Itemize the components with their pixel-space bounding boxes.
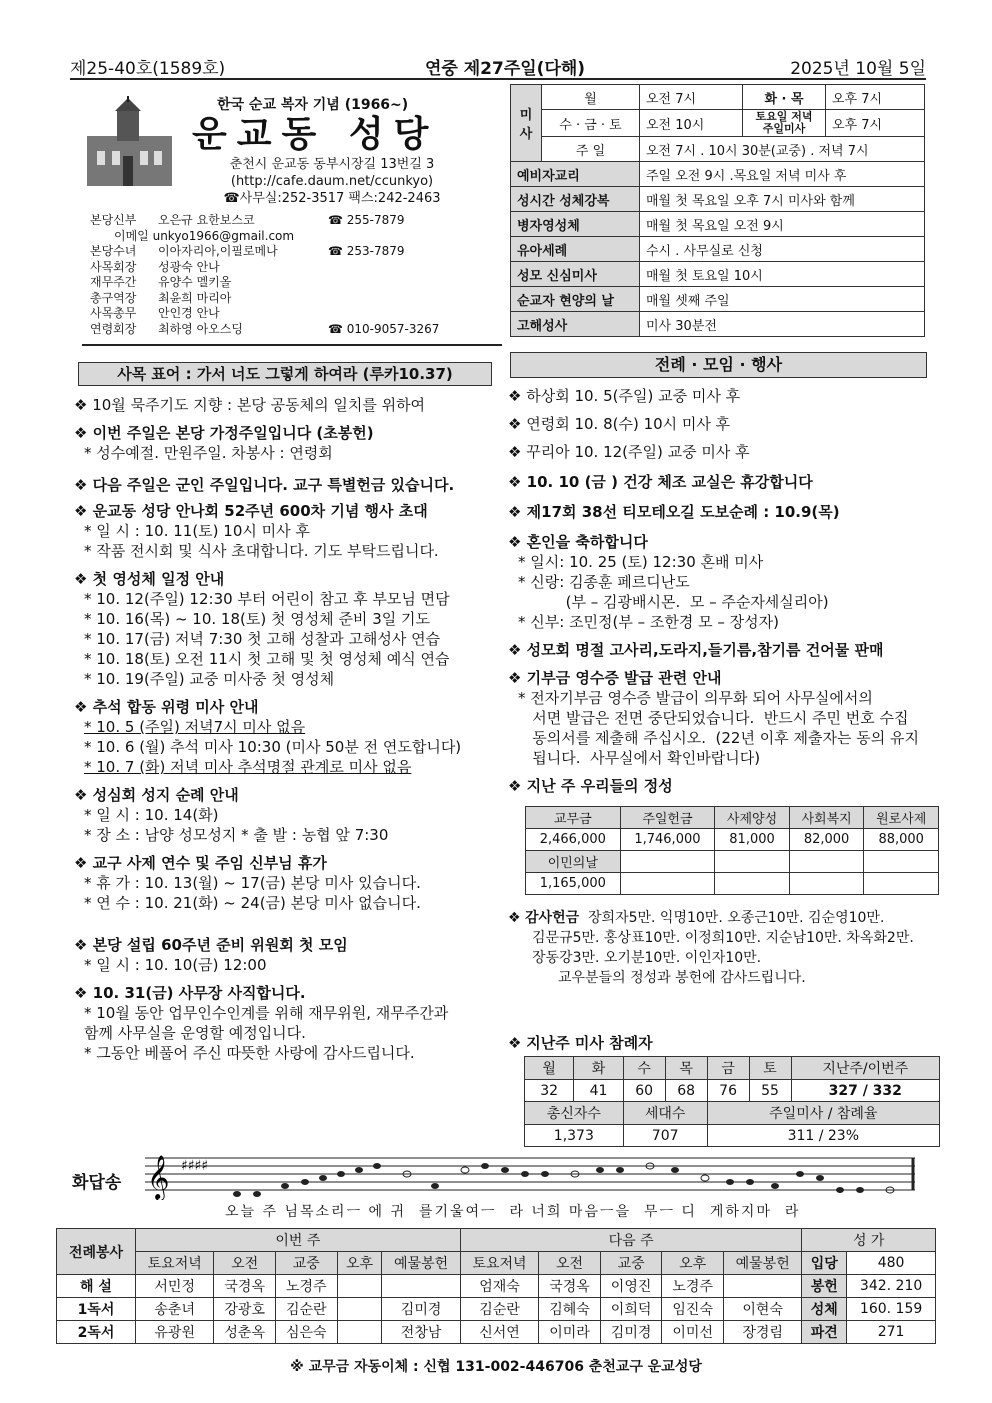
attendance-title: ❖ 지난주 미사 참례자 <box>508 1034 653 1052</box>
notice-title: ❖ 추석 합동 위령 미사 안내 <box>74 698 259 716</box>
notice-title: ❖ 기부금 영수증 발급 관련 안내 <box>508 669 722 687</box>
church-phone: ☎사무실:252-3517 팩스:242-2463 <box>223 191 441 206</box>
liturgy-banner: 전례 · 모임 · 행사 <box>510 352 927 378</box>
church-building-icon <box>82 96 177 188</box>
church-name: 운교동 성당 <box>192 114 439 155</box>
issue-date: 2025년 10월 5일 <box>790 59 926 79</box>
notice-title: ❖ 교구 사제 연수 및 주임 신부님 휴가 <box>74 854 327 872</box>
psalm-label: 화답송 <box>72 1173 122 1193</box>
staff-list <box>90 213 450 337</box>
left-notices: ❖ 10월 묵주기도 지향 : 본당 공동체의 일치를 위하여 ❖ 이번 주일은 본당 가정주일입니다 (초봉헌) * 성수예절. 만원주일. 차봉사 : 연령회 ❖ 다음 주일은 군인 주일입니다. 교구 특별헌금 있습니다. ❖ 운교동 성당 안나회 52주년 600차 기념 행사 초대 * 일 시 : 10. 11(토) 10시 미사 후 * 작품 전시회 및 식사 초대합니다. 기도 부탁드립니다. ❖ 첫 영성체 일정 안내 * 10. 12(주일) 12:30 부터 어린이 참고 후 부모님 면담 * 10. 16(목) ~ 10. 18(토) 첫 영성체 준비 3일 기도 * 10. 17(금) 저녁 7:30 첫 고해 성찰과 고해성사 연습 * 10. 18(토) 오전 11시 첫 고해 및 첫 영성체 예식 연습 * 10. 19(주일) 교중 미사중 첫 영성체 ❖ 추석 합동 위령 미사 안내 * 10. 5 (주일) 저녁7시 미사 없음 * 10. 6 (월) 추석 미사 10:30 (미사 50분 전 연도합니다) * 10. 7 (화) 저녁 미사 추석명절 관계로 미사 없음 ❖ 성심회 성지 순례 안내 * 일 시 : 10. 14(화) * 장 소 : 남양 성모성지 * 출 발 : 농협 앞 7:30 ❖ 교구 사제 연수 및 주임 신부님 휴가 * 휴 가 : 10. 13(월) ~ 17(금) 본당 미사 있습니다. * 연 수 : 10. 21(화) ~ 24(금) 본당 미사 없습니다. ❖ 본당 설립 60주년 준비 위원회 첫 모임 * 일 시 : 10. 10(금) 12:00 ❖ 10. 31(금) 사무장 사직합니다. * 10월 동안 업무인수인계를 위해 재무위원, 재무주간과 함께 사무실을 운영할 예정입니다. * 그동안 베풀어 주신 따뜻한 사랑에 감사드립니다. <box>74 395 504 1063</box>
svg-text:♯♯♯♯: ♯♯♯♯ <box>181 1158 209 1174</box>
staff-row: 재무주간 유양수 멜키올 <box>90 275 232 289</box>
church-website[interactable]: (http://cafe.daum.net/ccunkyo) <box>230 174 434 189</box>
staff-row: 연령회장 최하영 아오스딩 ☎ 010-9057-3267 <box>90 321 440 336</box>
church-address: 춘천시 운교동 동부시장길 13번길 3 <box>229 157 435 172</box>
footer-note: ※ 교무금 자동이체 : 신협 131-002-446706 춘천교구 운교성당 <box>290 1359 702 1375</box>
page-header <box>70 52 926 80</box>
church-subtitle: 한국 순교 복자 기념 (1966~) <box>217 97 409 113</box>
pastoral-motto: 사목 표어 : 가서 너도 그렇게 하여라 (루카10.37) <box>78 362 492 386</box>
schedule-table: 미사 월 오전 7시 화 · 목 오후 7시 수 · 금 · 토 오전 10시 토요일 저녁 주일미사 오후 7시 주 일 오전 7시 . 10시 30분(교중) . 저녁 7시 예비자교리 주일 오전 9시 .목요일 저녁 미사 후 성시간 성체강복 매월 첫 목요일 오후 7시 미사와 함께 병자영성체 매월 첫 목요일 오전 9시 유아세례 수시 . 사무실로 신청 성모 신심미사 매월 첫 토요일 10시 순교자 현양의 날 매월 셋째 주일 고해성사 미사 30분전 <box>510 84 925 337</box>
notice-rosary: ❖ 10월 묵주기도 지향 : 본당 공동체의 일치를 위하여 <box>74 396 426 414</box>
notice-title: ❖ 지난 주 우리들의 정성 <box>508 777 673 795</box>
notice-title: ❖ 성심회 성지 순례 안내 <box>74 786 239 804</box>
notice-item: ❖ 연령회 10. 8(수) 10시 미사 후 <box>508 415 731 433</box>
staff-row: 본당신부 오은규 요한보스코 ☎ 255-7879 <box>90 213 405 227</box>
staff-row: 총구역장 최윤희 마리아 <box>90 290 232 305</box>
notice-item: ❖ 10. 10 (금 ) 건강 체조 교실은 휴강합니다 <box>508 473 813 491</box>
church-info <box>82 88 502 343</box>
right-notices: ❖ 하상회 10. 5(주일) 교중 미사 후 ❖ 연령회 10. 8(수) 10시 미사 후 ❖ 꾸리아 10. 12(주일) 교중 미사 후 ❖ 10. 10 (금 ) 건강 체조 교실은 휴강합니다 ❖ 제17회 38선 티모테오길 도보순례 : 10.9(목) ❖ 혼인을 축하합니다 * 일시: 10. 25 (토) 12:30 혼배 미사 * 신랑: 김종훈 페르디난도 (부 – 김광배시몬. 모 – 주순자세실리아) * 신부: 조민정(부 – 조한경 모 – 장성자) ❖ 성모회 명절 고사리,도라지,들기름,참기름 건어물 판매 ❖ 기부금 영수증 발급 관련 안내 * 전자기부금 영수증 발급이 의무화 되어 사무실에서의 서면 발급은 전면 중단되었습니다. 반드시 주민 번호 수집 동의서를 제출해 주십시오. (22년 이후 제출자는 동의 유지 됩니다. 사무실에서 확인바랍니다) ❖ 지난 주 우리들의 정성 <box>508 386 938 796</box>
notice-item: ❖ 꾸리아 10. 12(주일) 교중 미사 후 <box>508 443 750 461</box>
psalm-lyrics: 오늘 주 님목소리ㅡ 에 귀 를기울여ㅡ 라 너희 마음ㅡ을 무ㅡ 디 게하지마 라 <box>225 1204 801 1220</box>
offering-table: 교무금 주일헌금 사제양성 사회복지 원로사제 2,466,000 1,746,000 81,000 82,000 88,000 이민의날 1,165,000 <box>525 806 939 895</box>
issue-number: 제25-40호(1589호) <box>70 59 226 79</box>
staff-row: 이메일 unkyo1966@gmail.com <box>114 228 295 243</box>
mass-label: 미사 <box>511 85 542 162</box>
notice-title: ❖ 운교동 성당 안나회 52주년 600차 기념 행사 초대 <box>74 502 428 520</box>
service-row: 1독서 송춘녀 강광호 김순란 김미경 김순란 김혜숙 이희덕 임진숙 이현숙 성체 160. 159 <box>57 1298 936 1321</box>
notice-item: ❖ 하상회 10. 5(주일) 교중 미사 후 <box>508 387 741 405</box>
attendance-table: 월 화 수 목 금 토 지난주/이번주 32 41 60 68 76 55 327 / 332 총신자수 세대수 주일미사 / 참례율 1,373 707 311 / 23% <box>524 1056 940 1147</box>
staff-row: 사목회장 성광숙 안나 <box>90 259 220 274</box>
psalm-staff-icon <box>145 1150 920 1200</box>
notice-item: ❖ 성모회 명절 고사리,도라지,들기름,참기름 건어물 판매 <box>508 641 884 659</box>
notice-item: ❖ 제17회 38선 티모테오길 도보순례 : 10.9(목) <box>508 503 840 521</box>
sunday-title: 연중 제27주일(다해) <box>425 59 586 79</box>
svg-text:𝄞: 𝄞 <box>147 1155 170 1199</box>
notice-title: ❖ 이번 주일은 본당 가정주일입니다 (초봉헌) <box>74 424 374 442</box>
notice-title: ❖ 혼인을 축하합니다 <box>508 533 648 551</box>
thanks-offering: ❖ 감사헌금 장희자5만. 익명10만. 오종근10만. 김순영10만. 김문규5만. 홍상표10만. 이정희10만. 지순남10만. 차옥화2만. 장동강3만. 오기분10만. 이인자10만. 교우분들의 정성과 봉헌에 감사드립니다. <box>508 910 914 986</box>
service-table: 전례봉사 이번 주 다음 주 성 가 토요저녁 오전 교중 오후 예물봉헌 토요저녁 오전 교중 오후 예물봉헌 입당 480 해 설 서민정 국경옥 노경주 엄재숙 국경옥 이영진 노경주 봉헌 342. 210 1독서 송춘녀 강광호 김순란 김미경 김순란 김혜숙 이희덕 임진숙 이현숙 성체 160. 159 2독서 유광원 성춘옥 심은숙 전창남 신서연 이미라 김미경 이미선 장경림 파견 271 <box>56 1228 936 1344</box>
service-row: 해 설 서민정 국경옥 노경주 엄재숙 국경옥 이영진 노경주 봉헌 342. 210 <box>57 1275 936 1298</box>
service-row: 2독서 유광원 성춘옥 심은숙 전창남 신서연 이미라 김미경 이미선 장경림 파견 271 <box>57 1321 936 1344</box>
notice-title: ❖ 다음 주일은 군인 주일입니다. 교구 특별헌금 있습니다. <box>74 476 455 494</box>
notice-title: ❖ 첫 영성체 일정 안내 <box>74 570 225 588</box>
notice-title: ❖ 본당 설립 60주년 준비 위원회 첫 모임 <box>74 936 348 954</box>
notice-title: ❖ 10. 31(금) 사무장 사직합니다. <box>74 984 306 1002</box>
staff-row: 사목총무 안인경 안나 <box>90 306 220 320</box>
staff-row: 본당수녀 이아자리아,이필로메나 ☎ 253-7879 <box>90 244 405 258</box>
